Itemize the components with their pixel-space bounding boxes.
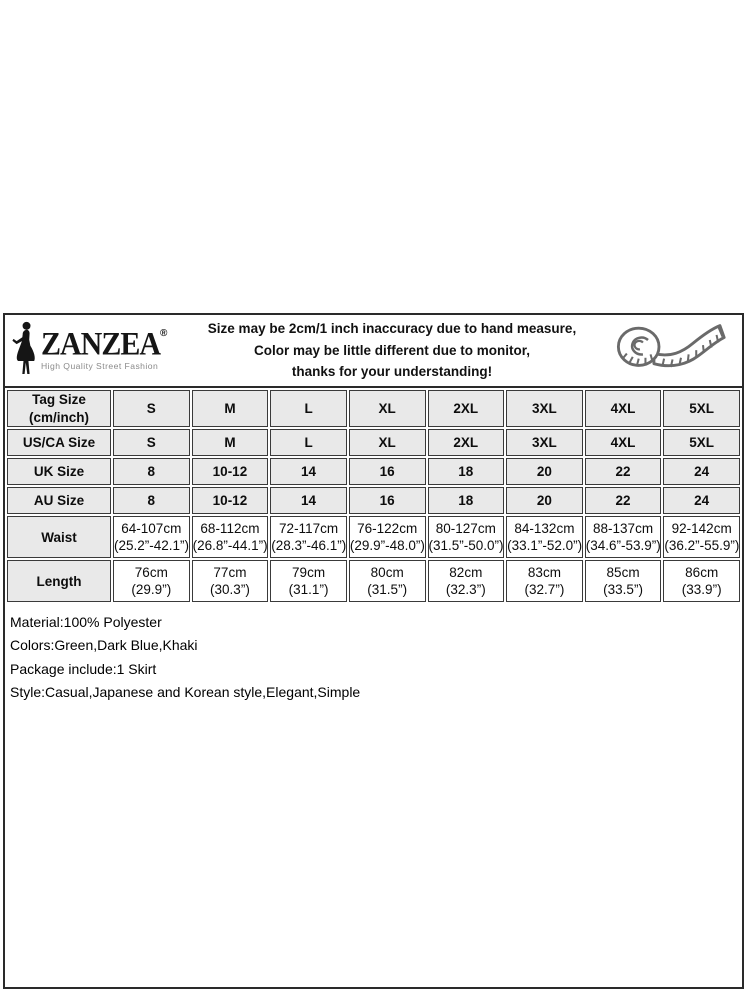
disclaimer-line-3: thanks for your understanding!	[291, 364, 493, 380]
measuring-tape-icon	[597, 318, 742, 384]
measure-cell: 68-112cm (26.8”-44.1”)	[192, 516, 269, 558]
brand-tagline: High Quality Street Fashion	[41, 361, 159, 371]
size-cell: 14	[270, 487, 347, 514]
table-row-length	[7, 560, 740, 602]
size-chart-table	[5, 388, 742, 604]
row-label-uk: UK Size	[7, 458, 111, 485]
size-chart-card	[3, 313, 744, 989]
measure-cell: 80-127cm (31.5”-50.0”)	[428, 516, 505, 558]
table-row-au-size	[7, 487, 740, 514]
size-cell: L	[270, 390, 347, 427]
size-cell: L	[270, 429, 347, 456]
table-row-uk-size	[7, 458, 740, 485]
measure-cell: 84-132cm (33.1”-52.0”)	[506, 516, 583, 558]
size-cell: 22	[585, 487, 662, 514]
measure-disclaimer	[187, 318, 597, 384]
table-row-usca-size	[7, 429, 740, 456]
woman-silhouette-icon	[12, 318, 38, 383]
measure-cell: 92-142cm (36.2”-55.9”)	[663, 516, 740, 558]
measure-cell: 76cm (29.9”)	[113, 560, 190, 602]
row-label-waist: Waist	[7, 516, 111, 558]
size-cell: 4XL	[585, 429, 662, 456]
size-cell: 22	[585, 458, 662, 485]
size-cell: 10-12	[192, 487, 269, 514]
size-cell: M	[192, 390, 269, 427]
size-cell: M	[192, 429, 269, 456]
size-cell: 5XL	[663, 429, 740, 456]
row-label-tag-size: Tag Size (cm/inch)	[7, 390, 111, 427]
size-cell: XL	[349, 390, 426, 427]
size-cell: 18	[428, 458, 505, 485]
measure-cell: 64-107cm (25.2”-42.1”)	[113, 516, 190, 558]
measure-cell: 79cm (31.1”)	[270, 560, 347, 602]
header	[5, 315, 742, 388]
size-cell: 24	[663, 458, 740, 485]
size-cell: 2XL	[428, 390, 505, 427]
row-label-length: Length	[7, 560, 111, 602]
detail-style: Style:Casual,Japanese and Korean style,Elegant,Simple	[10, 684, 361, 701]
table-row-tag-size	[7, 390, 740, 427]
size-cell: 2XL	[428, 429, 505, 456]
size-cell: 3XL	[506, 429, 583, 456]
brand-name: ZANZEA	[41, 326, 161, 363]
detail-colors: Colors:Green,Dark Blue,Khaki	[10, 637, 198, 654]
detail-package: Package include:1 Skirt	[10, 660, 157, 677]
detail-material: Material:100% Polyester	[10, 614, 162, 631]
size-cell: 18	[428, 487, 505, 514]
row-label-usca: US/CA Size	[7, 429, 111, 456]
measure-cell: 80cm (31.5”)	[349, 560, 426, 602]
size-cell: 10-12	[192, 458, 269, 485]
size-cell: 16	[349, 487, 426, 514]
size-cell: XL	[349, 429, 426, 456]
measure-cell: 72-117cm (28.3”-46.1”)	[270, 516, 347, 558]
size-cell: 8	[113, 458, 190, 485]
measure-cell: 82cm (32.3”)	[428, 560, 505, 602]
size-cell: 3XL	[506, 390, 583, 427]
disclaimer-line-2: Color may be little different due to monitor,	[253, 342, 531, 358]
brand-text	[41, 326, 168, 371]
size-cell: 16	[349, 458, 426, 485]
measure-cell: 88-137cm (34.6”-53.9”)	[585, 516, 662, 558]
product-details	[5, 604, 742, 702]
size-cell: 20	[506, 487, 583, 514]
size-cell: 24	[663, 487, 740, 514]
measure-cell: 83cm (32.7”)	[506, 560, 583, 602]
registered-mark: ®	[160, 328, 168, 339]
size-cell: S	[113, 429, 190, 456]
size-cell: 20	[506, 458, 583, 485]
size-cell: S	[113, 390, 190, 427]
row-label-au: AU Size	[7, 487, 111, 514]
size-cell: 5XL	[663, 390, 740, 427]
disclaimer-line-1: Size may be 2cm/1 inch inaccuracy due to hand measure,	[207, 320, 577, 336]
measure-cell: 76-122cm (29.9”-48.0”)	[349, 516, 426, 558]
brand-logo	[5, 318, 187, 383]
size-cell: 4XL	[585, 390, 662, 427]
size-cell: 8	[113, 487, 190, 514]
measure-cell: 86cm (33.9”)	[663, 560, 740, 602]
size-cell: 14	[270, 458, 347, 485]
measure-cell: 85cm (33.5”)	[585, 560, 662, 602]
measure-cell: 77cm (30.3”)	[192, 560, 269, 602]
table-row-waist	[7, 516, 740, 558]
